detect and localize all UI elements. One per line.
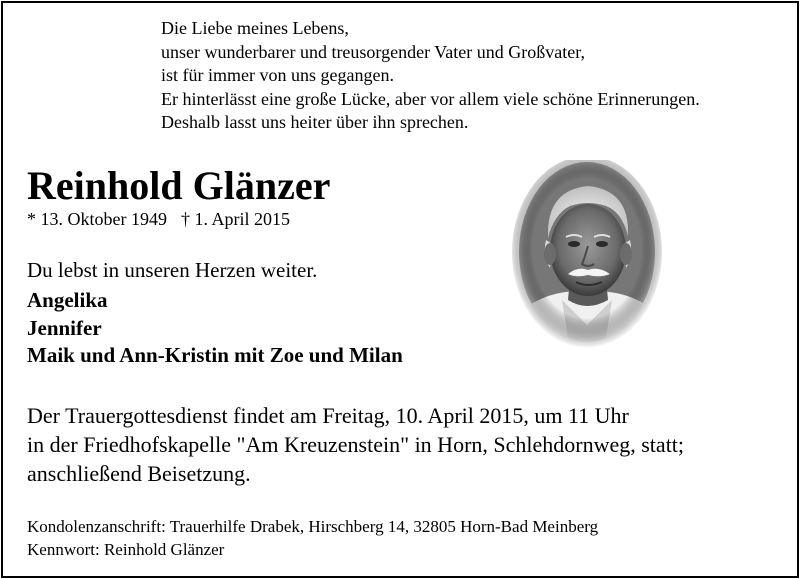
- portrait-photo: [512, 160, 662, 350]
- condolence-contact: [27, 515, 598, 561]
- service-line: Der Trauergottesdienst findet am Freitag, 10. April 2015, um 11 Uhr: [27, 403, 629, 428]
- remembrance-line: Du lebst in unseren Herzen weiter.: [27, 258, 318, 282]
- intro-line: Er hinterlässt eine große Lücke, aber vor allem viele schöne Erinnerungen.: [161, 88, 700, 109]
- mourner-name: Jennifer: [27, 315, 102, 340]
- service-info: [27, 401, 684, 488]
- service-line: anschließend Beisetzung.: [27, 461, 251, 486]
- mourner-name: Angelika: [27, 288, 108, 312]
- intro-line: Die Liebe meines Lebens,: [161, 18, 349, 38]
- intro-text: [161, 17, 700, 135]
- service-line: in der Friedhofskapelle "Am Kreuzenstein" in Horn, Schlehdornweg, statt;: [27, 432, 685, 457]
- mourner-name: Maik und Ann-Kristin mit Zoe und Milan: [27, 343, 403, 367]
- intro-line: ist für immer von uns gegangen.: [161, 65, 394, 85]
- contact-line: Kondolenzanschrift: Trauerhilfe Drabek, Hirschberg 14, 32805 Horn-Bad Meinberg: [27, 517, 599, 536]
- death-date: † 1. April 2015: [180, 209, 290, 229]
- intro-line: unser wunderbarer und treusorgender Vater und Großvater,: [161, 41, 585, 62]
- birth-date: * 13. Oktober 1949: [27, 209, 167, 229]
- deceased-name: Reinhold Glänzer: [27, 163, 331, 208]
- life-dates: [27, 208, 290, 230]
- contact-line: Kennwort: Reinhold Glänzer: [27, 540, 225, 559]
- intro-line: Deshalb lasst uns heiter über ihn sprechen.: [161, 112, 469, 132]
- mourners-list: [27, 287, 403, 370]
